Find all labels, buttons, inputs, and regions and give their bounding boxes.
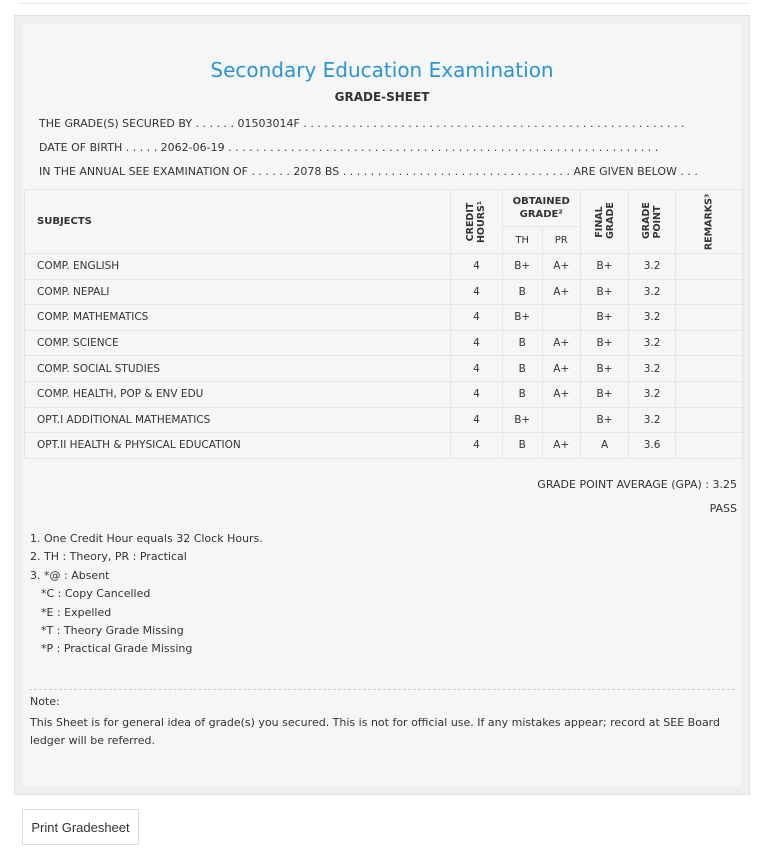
row-credit-hours: 4 xyxy=(451,407,502,433)
table-row xyxy=(25,330,744,356)
row-remarks xyxy=(675,254,743,280)
note-label: Note: xyxy=(30,695,60,708)
footnotes xyxy=(30,530,263,659)
header-final-grade xyxy=(580,190,629,254)
footnote-th-pr: 2. TH : Theory, PR : Practical xyxy=(30,550,187,564)
table-row xyxy=(25,305,744,331)
table-row xyxy=(25,407,744,433)
row-final-grade: A xyxy=(580,433,629,459)
result-status: PASS xyxy=(709,502,737,515)
header-credit-hours-label: CREDIT HOURS¹ xyxy=(465,200,488,243)
row-final-grade: B+ xyxy=(580,330,629,356)
header-credit-hours xyxy=(451,190,502,254)
row-subject: OPT.I ADDITIONAL MATHEMATICS xyxy=(25,407,451,433)
row-subject: COMP. SOCIAL STUDIES xyxy=(25,356,451,382)
page-subtitle: GRADE-SHEET xyxy=(334,90,430,104)
gradesheet-panel xyxy=(14,15,750,795)
row-subject: COMP. NEPALI xyxy=(25,279,451,305)
table-header-row xyxy=(25,190,744,227)
row-credit-hours: 4 xyxy=(451,254,502,280)
row-grade-point: 3.2 xyxy=(629,381,676,407)
grades-table-body xyxy=(25,254,744,459)
header-grade-point-label: GRADE POINT xyxy=(641,201,664,239)
header-remarks-label: REMARKS³ xyxy=(703,193,715,250)
table-row xyxy=(25,433,744,459)
header-subjects: SUBJECTS xyxy=(25,190,451,254)
row-th-grade: B+ xyxy=(502,407,542,433)
row-remarks xyxy=(675,407,743,433)
row-remarks xyxy=(675,330,743,356)
footnote-practical-missing: *P : Practical Grade Missing xyxy=(41,642,193,656)
row-grade-point: 3.2 xyxy=(629,254,676,280)
footnote-credit-hour: 1. One Credit Hour equals 32 Clock Hours. xyxy=(30,532,263,545)
row-pr-grade: A+ xyxy=(542,254,580,280)
table-row xyxy=(25,279,744,305)
row-credit-hours: 4 xyxy=(451,381,502,407)
row-credit-hours: 4 xyxy=(451,356,502,382)
header-grade-point xyxy=(629,190,676,254)
header-final-grade-label: FINAL GRADE xyxy=(593,201,616,239)
row-final-grade: B+ xyxy=(580,305,629,331)
row-grade-point: 3.2 xyxy=(629,330,676,356)
row-th-grade: B xyxy=(502,330,542,356)
row-subject: COMP. HEALTH, POP & ENV EDU xyxy=(25,381,451,407)
row-remarks xyxy=(675,381,743,407)
print-gradesheet-button[interactable]: Print Gradesheet xyxy=(22,809,139,845)
top-divider xyxy=(18,0,750,4)
note-divider xyxy=(29,689,735,690)
row-pr-grade: A+ xyxy=(542,279,580,305)
row-remarks xyxy=(675,356,743,382)
note-text: This Sheet is for general idea of grade(s) you secured. This is not for official use. If any mistakes appear; record at SEE Board ledger will be referred. xyxy=(30,716,720,747)
row-final-grade: B+ xyxy=(580,407,629,433)
row-th-grade: B+ xyxy=(502,254,542,280)
row-grade-point: 3.2 xyxy=(629,356,676,382)
row-pr-grade: A+ xyxy=(542,330,580,356)
row-credit-hours: 4 xyxy=(451,279,502,305)
table-row xyxy=(25,254,744,280)
row-th-grade: B xyxy=(502,356,542,382)
row-final-grade: B+ xyxy=(580,279,629,305)
row-final-grade: B+ xyxy=(580,254,629,280)
row-th-grade: B+ xyxy=(502,305,542,331)
footnote-copy-cancelled: *C : Copy Cancelled xyxy=(41,587,151,601)
gpa-summary: GRADE POINT AVERAGE (GPA) : 3.25 xyxy=(537,478,737,491)
row-final-grade: B+ xyxy=(580,356,629,382)
exam-line: IN THE ANNUAL SEE EXAMINATION OF . . . . . . 2078 BS . . . . . . . . . . . . . . . . . . . . . . . . . . . . . . . . . ARE GIVEN BELOW . . . xyxy=(39,165,698,178)
table-row xyxy=(25,381,744,407)
header-pr: PR xyxy=(542,227,580,254)
row-subject: COMP. SCIENCE xyxy=(25,330,451,356)
row-grade-point: 3.2 xyxy=(629,407,676,433)
row-pr-grade: A+ xyxy=(542,381,580,407)
footnote-absent: 3. *@ : Absent xyxy=(30,568,110,582)
row-th-grade: B xyxy=(502,433,542,459)
secured-by-line: THE GRADE(S) SECURED BY . . . . . . 01503014F . . . . . . . . . . . . . . . . . . . . . . . . . . . . . . . . . . . . . . . . . . . . . . . . . . . . . . . xyxy=(39,117,685,130)
row-credit-hours: 4 xyxy=(451,330,502,356)
dob-line: DATE OF BIRTH . . . . . 2062-06-19 . . . . . . . . . . . . . . . . . . . . . . . . . . . . . . . . . . . . . . . . . . . . . . . . . . . . . . . . . . . . . . xyxy=(39,141,659,154)
row-pr-grade xyxy=(542,305,580,331)
footnote-expelled: *E : Expelled xyxy=(41,605,112,619)
header-remarks xyxy=(675,190,743,254)
row-grade-point: 3.2 xyxy=(629,279,676,305)
row-th-grade: B xyxy=(502,279,542,305)
row-subject: COMP. MATHEMATICS xyxy=(25,305,451,331)
header-th: TH xyxy=(502,227,542,254)
row-pr-grade: A+ xyxy=(542,356,580,382)
row-remarks xyxy=(675,279,743,305)
row-remarks xyxy=(675,433,743,459)
row-grade-point: 3.6 xyxy=(629,433,676,459)
gradesheet-content xyxy=(23,24,741,786)
row-th-grade: B xyxy=(502,381,542,407)
row-pr-grade xyxy=(542,407,580,433)
row-credit-hours: 4 xyxy=(451,433,502,459)
footnote-theory-missing: *T : Theory Grade Missing xyxy=(41,624,184,638)
row-subject: COMP. ENGLISH xyxy=(25,254,451,280)
row-credit-hours: 4 xyxy=(451,305,502,331)
row-grade-point: 3.2 xyxy=(629,305,676,331)
row-subject: OPT.II HEALTH & PHYSICAL EDUCATION xyxy=(25,433,451,459)
header-obtained-grade: OBTAINED GRADE² xyxy=(502,190,580,227)
row-pr-grade: A+ xyxy=(542,433,580,459)
table-row xyxy=(25,356,744,382)
grades-table xyxy=(24,189,744,459)
page-title: Secondary Education Examination xyxy=(210,58,554,82)
row-remarks xyxy=(675,305,743,331)
row-final-grade: B+ xyxy=(580,381,629,407)
